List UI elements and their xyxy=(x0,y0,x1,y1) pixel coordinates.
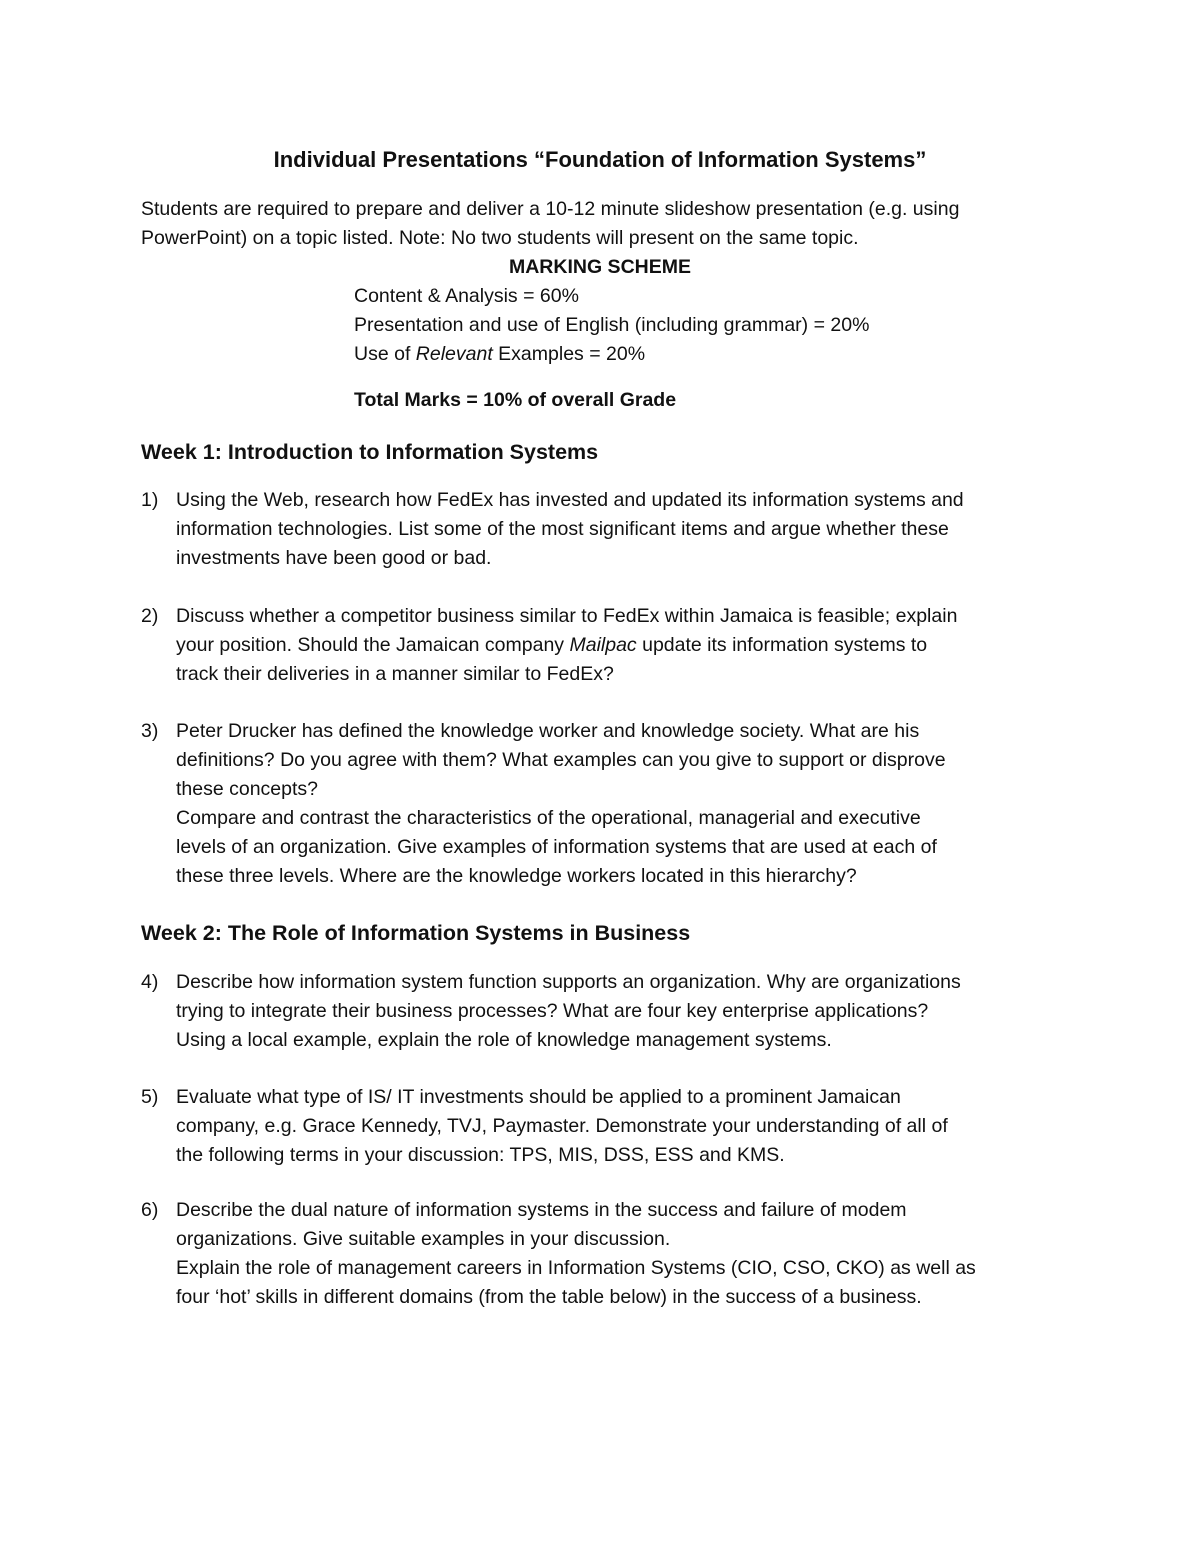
question-1-number: 1) xyxy=(141,489,159,511)
question-line: Using the Web, research how FedEx has invested and updated its information systems and xyxy=(176,489,964,511)
question-2-number: 2) xyxy=(141,605,159,627)
question-1-text xyxy=(176,486,1076,573)
document-title: Individual Presentations “Foundation of Information Systems” xyxy=(273,147,927,172)
question-5-number: 5) xyxy=(141,1086,159,1108)
marking-examples-line xyxy=(354,340,869,369)
intro-line: Students are required to prepare and deliver a 10-12 minute slideshow presentation (e.g. using xyxy=(141,198,960,220)
question-3-text xyxy=(176,717,1076,891)
question-line: the following terms in your discussion: TPS, MIS, DSS, ESS and KMS. xyxy=(176,1144,785,1166)
week2-heading: Week 2: The Role of Information Systems in Business xyxy=(141,921,691,945)
marking-presentation-line: Presentation and use of English (including grammar) = 20% xyxy=(354,314,870,336)
marking-content-line: Content & Analysis = 60% xyxy=(354,285,579,307)
marking-scheme-title: MARKING SCHEME xyxy=(508,256,691,278)
question-line: Describe how information system function supports an organization. Why are organizations xyxy=(176,971,961,993)
question-line: Discuss whether a competitor business similar to FedEx within Jamaica is feasible; explain xyxy=(176,605,958,627)
question-line: information technologies. List some of the most significant items and argue whether these xyxy=(176,518,949,540)
question-line: Explain the role of management careers in Information Systems (CIO, CSO, CKO) as well as xyxy=(176,1257,976,1279)
marking-scheme-list xyxy=(354,282,869,369)
marking-examples-suffix: Examples = 20% xyxy=(492,343,646,365)
question-line: company, e.g. Grace Kennedy, TVJ, Paymaster. Demonstrate your understanding of all of xyxy=(176,1115,948,1137)
question-6-number: 6) xyxy=(141,1199,159,1221)
question-line: definitions? Do you agree with them? What examples can you give to support or disprove xyxy=(176,749,946,771)
question-line: Evaluate what type of IS/ IT investments should be applied to a prominent Jamaican xyxy=(176,1086,901,1108)
question-4-text xyxy=(176,968,1076,1055)
week1-heading: Week 1: Introduction to Information Systems xyxy=(141,440,599,464)
question-4-number: 4) xyxy=(141,971,159,993)
intro-paragraph xyxy=(141,195,1071,253)
question-line: track their deliveries in a manner similar to FedEx? xyxy=(176,663,614,685)
total-marks: Total Marks = 10% of overall Grade xyxy=(354,389,677,411)
question-line: Using a local example, explain the role of knowledge management systems. xyxy=(176,1029,832,1051)
intro-line: PowerPoint) on a topic listed. Note: No two students will present on the same topic. xyxy=(141,227,859,249)
question-line: four ‘hot’ skills in different domains (from the table below) in the success of a business. xyxy=(176,1286,922,1308)
question-line: these three levels. Where are the knowledge workers located in this hierarchy? xyxy=(176,865,857,887)
question-line: Compare and contrast the characteristics of the operational, managerial and executive xyxy=(176,807,921,829)
question-line: organizations. Give suitable examples in your discussion. xyxy=(176,1228,671,1250)
question-line: Describe the dual nature of information systems in the success and failure of modem xyxy=(176,1199,907,1221)
question-line: these concepts? xyxy=(176,778,319,800)
question-line-part: your position. Should the Jamaican company xyxy=(176,634,570,656)
question-3-number: 3) xyxy=(141,720,159,742)
question-line: levels of an organization. Give examples of information systems that are used at each of xyxy=(176,836,937,858)
question-line-part: update its information systems to xyxy=(636,634,928,656)
question-6-text xyxy=(176,1196,1076,1312)
marking-examples-italic: Relevant xyxy=(415,343,493,365)
company-name-italic: Mailpac xyxy=(569,634,637,656)
question-line: trying to integrate their business processes? What are four key enterprise applications? xyxy=(176,1000,929,1022)
question-line: Peter Drucker has defined the knowledge worker and knowledge society. What are his xyxy=(176,720,920,742)
marking-examples-prefix: Use of xyxy=(354,343,416,365)
question-line xyxy=(176,631,1076,660)
question-line: investments have been good or bad. xyxy=(176,547,492,569)
question-2-text xyxy=(176,602,1076,689)
question-5-text xyxy=(176,1083,1076,1170)
